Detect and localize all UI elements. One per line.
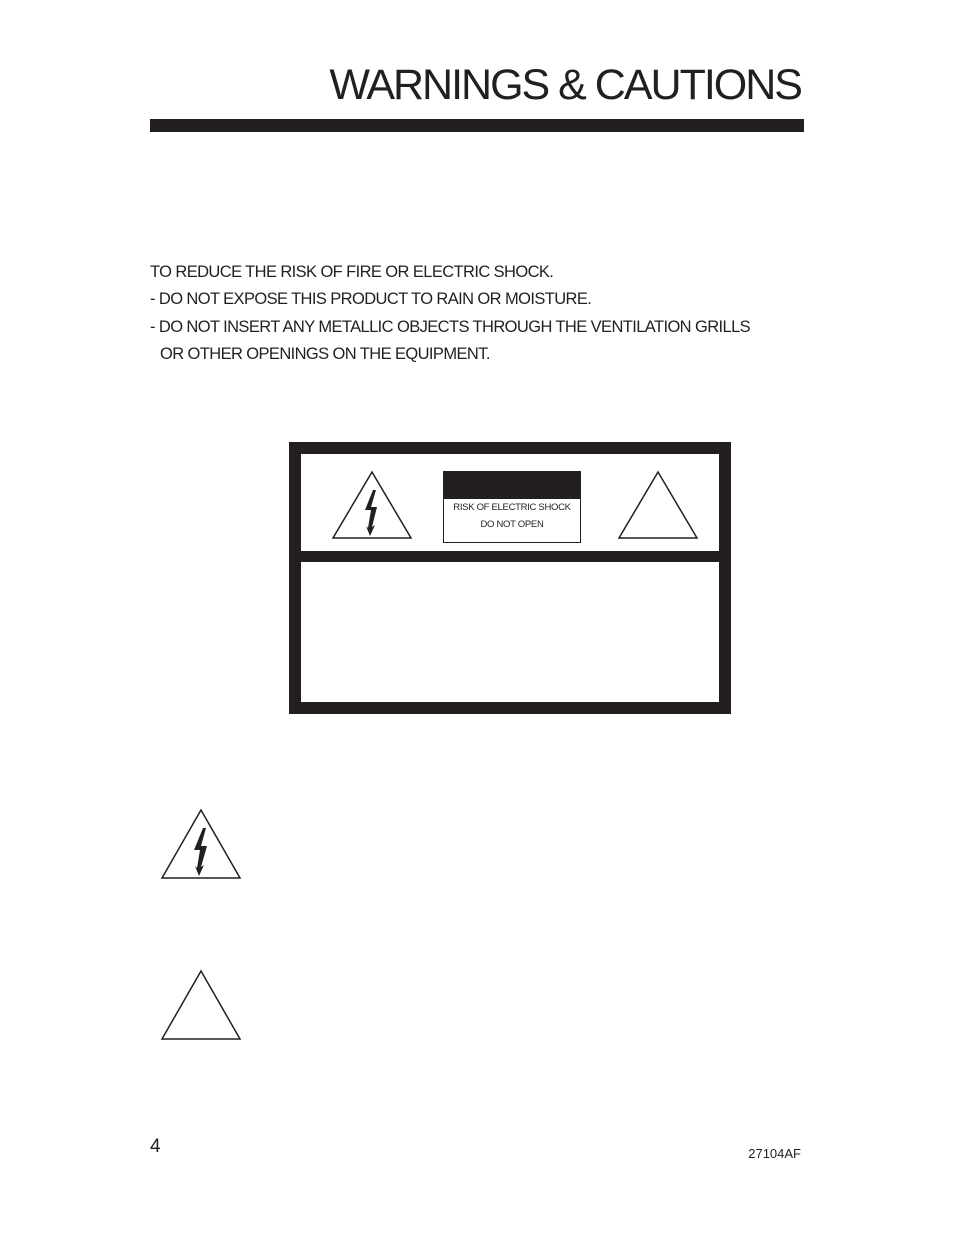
exclamation-triangle-icon	[160, 969, 242, 1041]
title-rule	[150, 119, 804, 132]
exclamation-triangle-icon	[617, 470, 699, 540]
warning-line: OR OTHER OPENINGS ON THE EQUIPMENT.	[160, 344, 490, 363]
risk-text: RISK OF ELECTRIC SHOCK	[453, 502, 571, 513]
lightning-bolt-triangle-icon	[160, 808, 242, 880]
warning-line: TO REDUCE THE RISK OF FIRE OR ELECTRIC SHOCK.	[150, 263, 554, 281]
page-number: 4	[150, 1136, 161, 1157]
warning-text	[150, 259, 750, 368]
lightning-bolt-triangle-icon	[331, 470, 413, 540]
caution-label	[289, 442, 731, 714]
caution-label-header	[301, 454, 719, 551]
do-not-open-text: DO NOT OPEN	[480, 519, 544, 530]
caution-bar	[444, 472, 580, 499]
document-code: 27104AF	[748, 1146, 801, 1161]
page-title: WARNINGS & CAUTIONS	[329, 61, 801, 109]
caution-box	[443, 471, 581, 543]
warning-line: - DO NOT INSERT ANY METALLIC OBJECTS THROUGH THE VENTILATION GRILLS	[150, 317, 751, 336]
caution-label-body	[301, 562, 719, 702]
warning-line: - DO NOT EXPOSE THIS PRODUCT TO RAIN OR MOISTURE.	[150, 290, 592, 309]
